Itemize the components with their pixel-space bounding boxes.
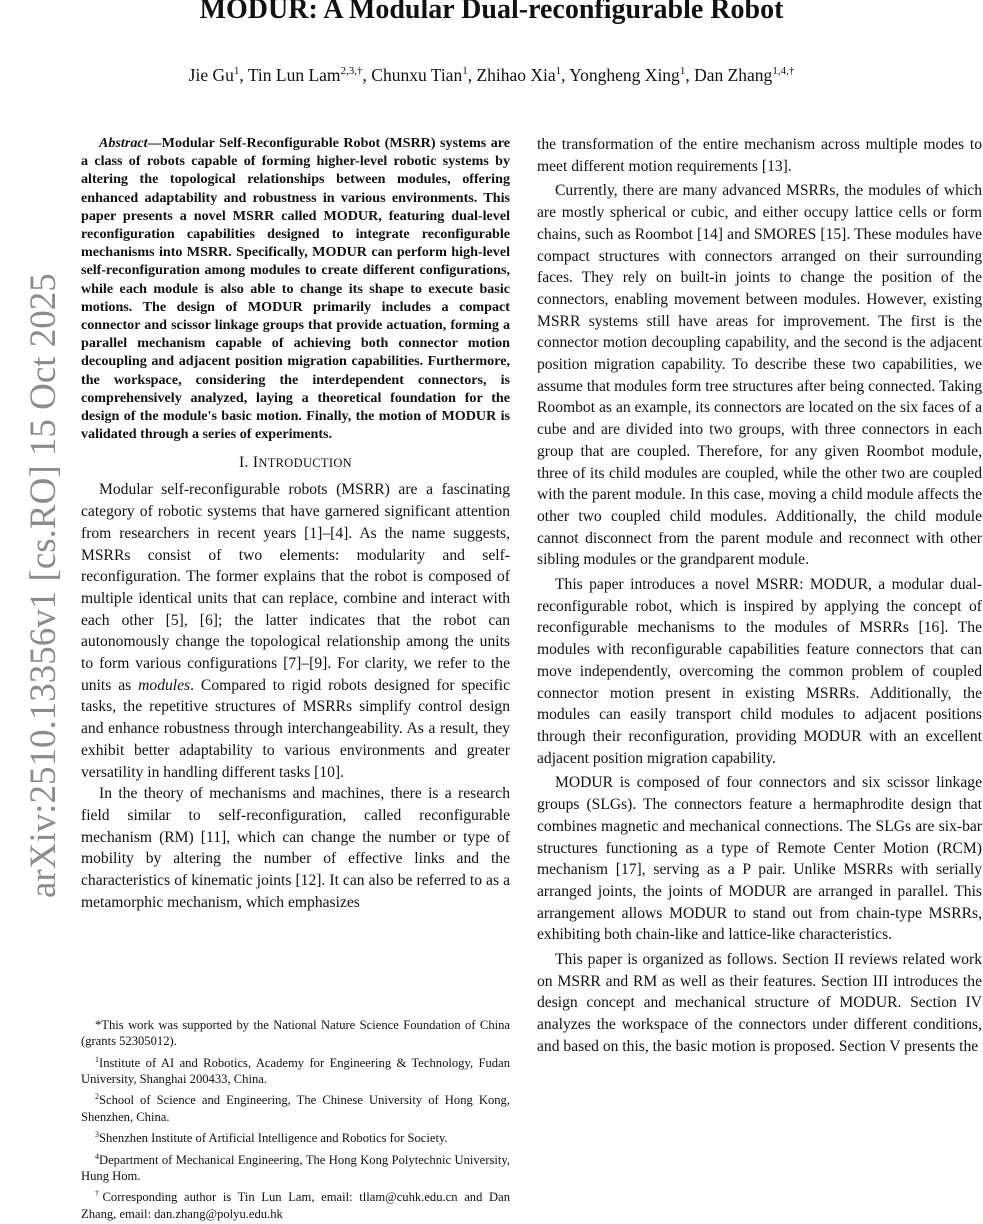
footnote-text: Department of Mechanical Engineering, The Hong Kong Polytechnic University, Hung Hom. <box>81 1152 510 1184</box>
author-affiliation: 1 <box>679 65 686 77</box>
right-paragraph-4: This paper is organized as follows. Section II reviews related work on MSRR and RM as well as their features. Section III introduces the design concept and mechanical structure of MODUR. Section IV analyzes the workspace of the connectors under different conditions, and based on this, the basic motion is proposed. Section V presents the <box>537 951 982 1055</box>
section-title-rest: NTRODUCTION <box>258 456 352 471</box>
footnote-mark: † <box>95 1189 103 1199</box>
abstract-text: Modular Self-Reconfigurable Robot (MSRR) systems are a class of robots capable of forming higher-level robotic systems by altering the topological relationships between modules, offering enhanced adaptability and robustness in various environments. This paper presents a novel MSRR called MODUR, featuring dual-level reconfiguration capabilities designed to integrate reconfigurable mechanisms into MSRR. Specifically, MODUR can perform high-level self-reconfiguration among modules to create different configurations, while each module is also able to change its shape to execute basic motions. The design of MODUR primarily includes a compact connector and scissor linkage groups that provide actuation, forming a parallel mechanism capable of achieving both connector motion decoupling and adjacent position migration capabilities. Furthermore, the workspace, considering the interdependent connectors, is comprehensively analyzed, laying a theoretical foundation for the design of the module's basic motion. Finally, the motion of MODUR is validated through a series of experiments. <box>81 135 510 443</box>
author-affiliation: 1,4,† <box>772 65 795 77</box>
right-paragraph-2: This paper introduces a novel MSRR: MODUR, a modular dual-reconfigurable robot, which is inspired by applying the concept of reconfigurable mechanisms to the modules of MSRRs [16]. The modules with reconfigurable capabilities feature connectors that can move independently, overcoming the common problem of coupled connector motion present in existing MSRRs. Additionally, the modules can easily transport child modules to adjacent positions through their reconfiguration, providing MODUR with an excellent adjacent position migration capability. <box>537 576 982 767</box>
left-column <box>81 134 510 914</box>
footnote-affiliation-2 <box>81 1089 510 1125</box>
footnote-affiliation-1 <box>81 1052 510 1088</box>
right-paragraph-1: Currently, there are many advanced MSRRs, the modules of which are mostly spherical or cubic, and either occupy lattice cells or form chains, such as Roombot [14] and SMORES [15]. These modules have compact structures with connectors arranged on their surrounding faces. They rely on built-in joints to change the position of the connectors, enabling movement between modules. However, existing MSRR systems still have areas for improvement. The first is the connector motion decoupling capability, and the second is the adjacent position migration capability. To describe these two capabilities, we assume that modules form tree structures after being connected. Taking Roombot as an example, its connectors are located on the six faces of a cube and are divided into two groups, with three connectors in each group that are coupled. Therefore, for any given Roombot module, three of its child modules are coupled, while the other two are coupled with the parent module. In this case, moving a child module affects the other two coupled child modules. Additionally, the child module cannot disconnect from the parent module and reconnect with other sibling modules or the grandparent module. <box>537 182 982 569</box>
footnote-text: Shenzhen Institute of Artificial Intelligence and Robotics for Society. <box>99 1131 448 1146</box>
author-affiliation: 1 <box>462 65 468 77</box>
author-affiliation: 1 <box>233 65 240 77</box>
author-list: Jie Gu$^1$, Tin Lun Lam$^{2,3,\dagger}$, Chunxu Tian$^1$, Zhihao Xia$^1$, Yongheng Xing$^1$, Dan Zhang$^{1,4,\dagger}$ <box>188 64 795 85</box>
section-numeral: I. <box>239 454 249 472</box>
footnote-text: School of Science and Engineering, The Chinese University of Hong Kong, Shenzhen, China. <box>81 1093 510 1124</box>
author-name: Jie Gu <box>188 64 234 85</box>
footnote-funding: *This work was supported by the National Nature Science Foundation of China (grants 52305012). <box>81 1018 510 1049</box>
intro-paragraph-2: In the theory of mechanisms and machines, there is a research field similar to self-reconfiguration, called reconfigurable mechanism (RM) [11], which can change the number or type of mobility by altering the number of effective links and the characteristics of kinematic joints [12]. It can also be referred to as a metamorphic mechanism, which emphasizes <box>81 785 510 911</box>
author-name: Yongheng Xing <box>569 64 680 85</box>
author-affiliation: 2,3,† <box>340 65 363 77</box>
paper-title: MODUR: A Modular Dual-reconfigurable Robot <box>199 0 784 25</box>
footnote-affiliation-4 <box>81 1149 510 1185</box>
footnote-mark: 3 <box>95 1130 99 1140</box>
author-name: Tin Lun Lam <box>247 64 341 85</box>
footnotes <box>81 1017 510 1224</box>
arxiv-stamp: arXiv:2510.13356v1 [cs.RO] 15 Oct 2025 <box>23 273 64 898</box>
footnote-affiliation-3 <box>81 1127 510 1146</box>
author-name: Zhihao Xia <box>476 64 556 85</box>
footnote-mark: 1 <box>95 1054 99 1064</box>
section-first-letter: I <box>252 454 259 472</box>
footnote-mark: 2 <box>95 1092 99 1102</box>
section-heading <box>81 454 510 472</box>
intro-text: . Compared to rigid robots designed for specific tasks, the repetitive structures of MSRRs simplify control design and enhance robustness through interchangeability. As a result, they exhibit better adaptability to various environments and greater versatility in handling different tasks [10]. <box>81 676 510 781</box>
intro-paragraph-1 <box>81 479 510 783</box>
right-paragraph-3: MODUR is composed of four connectors and six scissor linkage groups (SLGs). The connectors feature a hermaphrodite design that combines magnetic and mechanical connections. The SLGs are six-bar structures functioning as a type of Remote Center Motion (RCM) mechanism [17], serving as a P pair. Unlike MSRRs with serially arranged joints, the joints of MODUR are arranged in parallel. This arrangement allows MODUR to stand out from chain-type MSRRs, exhibiting both chain-like and lattice-like characteristics. <box>537 774 982 944</box>
author-affiliation: 1 <box>555 65 562 77</box>
abstract: Abstract—Modular Self-Reconfigurable Robot (MSRR) systems are a class of robots capable of forming higher-level robotic systems by altering the topological relationships between modules, offering enhanced adaptability and robustness in various environments. This paper presents a novel MSRR called MODUR, featuring dual-level reconfiguration capabilities designed to integrate reconfigurable mechanisms into MSRR. Specifically, MODUR can perform high-level self-reconfiguration among modules to create different configurations, while each module is also able to change its shape to execute basic motions. The design of MODUR primarily includes a compact connector and scissor linkage groups that provide actuation, forming a parallel mechanism capable of achieving both connector motion decoupling and adjacent position migration capabilities. Furthermore, the workspace, considering the interdependent connectors, is comprehensively analyzed, laying a theoretical foundation for the design of the module's basic motion. Finally, the motion of MODUR is validated through a series of experiments. <box>81 135 510 443</box>
footnote-corresponding <box>81 1186 510 1222</box>
footnote-mark: 4 <box>95 1151 99 1161</box>
author-name: Dan Zhang <box>694 64 773 85</box>
right-paragraph-continued: the transformation of the entire mechanism across multiple modes to meet different motion requirements [13]. <box>537 136 982 175</box>
intro-emphasis: modules <box>138 676 191 694</box>
footnote-text: Corresponding author is Tin Lun Lam, email: tllam@cuhk.edu.cn and Dan Zhang, email: dan.zhang@polyu.edu.hk <box>81 1190 511 1221</box>
footnote-text: Institute of AI and Robotics, Academy for Engineering & Technology, Fudan University, Shanghai 200433, China. <box>81 1055 510 1087</box>
abstract-label: Abstract <box>99 135 148 151</box>
author-name: Chunxu Tian <box>371 64 463 85</box>
intro-text: Modular self-reconfigurable robots (MSRR) are a fascinating category of robotic systems that have garnered significant attention from researchers in recent years [1]–[4]. As the name suggests, MSRRs consist of two elements: modularity and self-reconfiguration. The former explains that the robot is composed of multiple identical units that can replace, combine and interact with each other [5], [6]; the latter indicates that the robot can autonomously change the topological relationship among the units to form various configurations [7]–[9]. For clarity, we refer to the units as <box>81 481 510 694</box>
right-column <box>537 134 982 1058</box>
